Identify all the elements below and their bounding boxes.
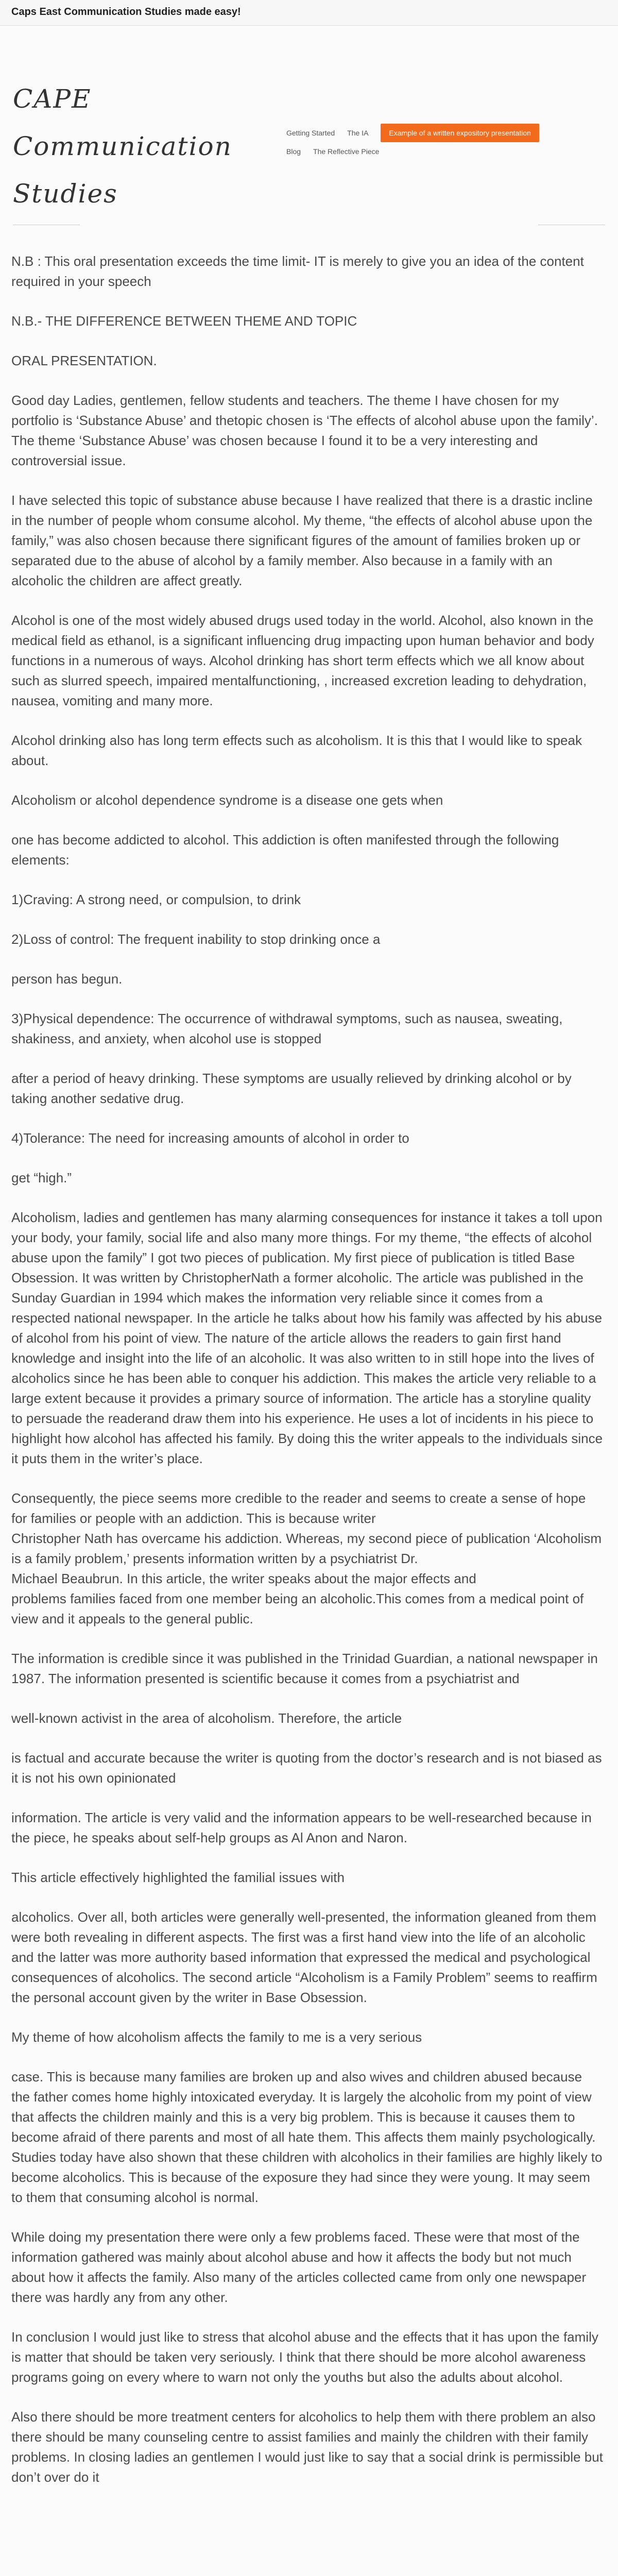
paragraph-6: Alcohol is one of the most widely abused drugs used today in the world. Alcohol, also known in the medical field as ethanol, is a significant influencing drug impacting upon human behavior and body functions in a numerous of ways. Alcohol drinking has short term effects which we all know about such as slurred speech, impaired mentalfunctioning, , increased excretion leading to dehydration, nausea, vomiting and many more.: [11, 613, 594, 708]
paragraph-2: N.B.- THE DIFFERENCE BETWEEN THEME AND TOPIC: [11, 313, 357, 329]
paragraph-25: My theme of how alcoholism affects the family to me is a very serious: [11, 2029, 422, 2045]
paragraph-8: Alcoholism or alcohol dependence syndrome is a disease one gets when: [11, 792, 443, 808]
paragraph-18: Consequently, the piece seems more credible to the reader and seems to create a sense of hope for families or people with an addiction. This is because writer Christopher Nath has overcame his addiction. Whereas, my second piece of publication ‘Alcoholism is a family problem,’ presents information written by a psychiatrist Dr. Michael Beaubrun. In this article, the writer speaks about the major effects and problems families faced from one member being an alcoholic.This comes from a medical point of view and it appeals to the general public.: [11, 1490, 602, 1626]
paragraph-26: case. This is because many families are broken up and also wives and children abused because the father comes home highly intoxicated everyday. It is largely the alcoholic from my point of view that affects the children mainly and this is a very big problem. This is because it causes them to become afraid of there parents and most of all hate them. This affects them mainly psychologically. Studies today have also shown that these children with alcoholics in their families are highly likely to become alcoholics. This is because of the exposure they had since they were young. It may seem to them that consuming alcohol is normal.: [11, 2069, 603, 2205]
paragraph-17: Alcoholism, ladies and gentlemen has many alarming consequences for instance it takes a toll upon your body, your family, social life and also many more things. For my theme, “the effects of alcohol abuse upon the family” I got two pieces of publication. My first piece of publication is titled Base Obsession. It was written by ChristopherNath a former alcoholic. The article was published in the Sunday Guardian in 1994 which makes the information very reliable since it comes from a respected national newspaper. In the article he talks about how his family was affected by his abuse of alcohol from his point of view. The nature of the article allows the readers to gain first hand knowledge and insight into the life of an alcoholic. It was also written to in still hope into the lives of alcoholics since he has been able to conquer his addiction. This makes the article very reliable to a large extent because it provides a primary source of information. The article has a storyline quality to persuade the readerand draw them into his experience. He uses a lot of incidents in his piece to highlight how alcohol has affected his family. By doing this the writer appeals to the individuals since it puts them in the writer’s place.: [11, 1210, 603, 1466]
site-title: Caps East Communication Studies made easy!: [11, 6, 241, 18]
paragraph-1: N.B : This oral presentation exceeds the time limit- IT is merely to give you an idea of the content required in your speech: [11, 253, 584, 289]
paragraph-16: get “high.”: [11, 1170, 72, 1185]
paragraph-4: Good day Ladies, gentlemen, fellow students and teachers. The theme I have chosen for my portfolio is ‘Substance Abuse’ and thetopic chosen is ‘The effects of alcohol abuse upon the family’. The theme ‘Substance Abuse’ was chosen because I found it to be a very interesting and controversial issue.: [11, 393, 598, 468]
nav-item-the-ia[interactable]: The IA: [347, 129, 369, 137]
paragraph-15: 4)Tolerance: The need for increasing amounts of alcohol in order to: [11, 1130, 409, 1146]
main-nav: [286, 124, 606, 161]
nav-item-reflective-piece[interactable]: The Reflective Piece: [313, 147, 380, 156]
paragraph-11: 2)Loss of control: The frequent inability to stop drinking once a: [11, 931, 381, 947]
site-header: [0, 26, 618, 232]
paragraph-3: ORAL PRESENTATION.: [11, 353, 157, 368]
nav-item-blog[interactable]: Blog: [286, 147, 301, 156]
paragraph-9: one has become addicted to alcohol. This addiction is often manifested through the following elements:: [11, 832, 559, 868]
logo-line-3: Studies: [13, 179, 118, 209]
paragraph-23: This article effectively highlighted the familial issues with: [11, 1870, 345, 1885]
main-content: [11, 251, 604, 2507]
paragraph-22: information. The article is very valid and the information appears to be well-researched because in the piece, he speaks about self-help groups as Al Anon and Naron.: [11, 1810, 592, 1845]
nav-row-2: [286, 147, 606, 156]
paragraph-10: 1)Craving: A strong need, or compulsion, to drink: [11, 892, 301, 907]
paragraph-19: The information is credible since it was published in the Trinidad Guardian, a national newspaper in 1987. The information presented is scientific because it comes from a psychiatrist and: [11, 1651, 598, 1686]
paragraph-12: person has begun.: [11, 971, 123, 987]
nav-item-example-presentation[interactable]: Example of a written expository presentation: [381, 124, 539, 142]
nav-item-getting-started[interactable]: Getting Started: [286, 129, 335, 137]
paragraph-28: In conclusion I would just like to stress that alcohol abuse and the effects that it has upon the family is matter that should be taken very seriously. I think that there should be more alcohol awareness programs going on every where to warn not only the youths but also the adults about alcohol.: [11, 2329, 598, 2385]
paragraph-14: after a period of heavy drinking. These symptoms are usually relieved by drinking alcohol or by taking another sedative drug.: [11, 1071, 572, 1106]
paragraph-29: Also there should be more treatment centers for alcoholics to help them with there problem an also there should be many counseling centre to assist families and mainly the children with their family problems. In closing ladies an gentlemen I would just like to say that a social drink is permissible but don’t over do it: [11, 2409, 603, 2485]
logo-line-2: Communication: [13, 131, 232, 161]
paragraph-20: well-known activist in the area of alcoholism. Therefore, the article: [11, 1710, 402, 1726]
site-logo[interactable]: [13, 75, 232, 217]
top-bar: [0, 0, 618, 26]
paragraph-5: I have selected this topic of substance abuse because I have realized that there is a drastic incline in the number of people whom consume alcohol. My theme, “the effects of alcohol abuse upon the family,” was also chosen because there significant figures of the amount of families broken up or separated due to the abuse of alcohol by a family member. Also because in a family with an alcoholic the children are affect greatly.: [11, 493, 593, 588]
paragraph-7: Alcohol drinking also has long term effects such as alcoholism. It is this that I would like to speak about.: [11, 733, 582, 768]
paragraph-21: is factual and accurate because the writer is quoting from the doctor’s research and is not biased as it is not his own opinionated: [11, 1750, 602, 1786]
paragraph-13: 3)Physical dependence: The occurrence of withdrawal symptoms, such as nausea, sweating, shakiness, and anxiety, when alcohol use is stopped: [11, 1011, 563, 1046]
paragraph-24: alcoholics. Over all, both articles were generally well-presented, the information gleaned from them were both revealing in different aspects. The first was a first hand view into the life of an alcoholic and the latter was more authority based information that expressed the medical and psychological consequences of alcoholics. The second article “Alcoholism is a Family Problem” seems to reaffirm the personal account given by the writer in Base Obsession.: [11, 1909, 597, 2005]
logo-line-1: CAPE: [13, 84, 92, 114]
nav-row-1: [286, 124, 606, 142]
paragraph-27: While doing my presentation there were only a few problems faced. These were that most of the information gathered was mainly about alcohol abuse and how it affects the body but not much about how it affects the family. Also many of the articles collected came from only one newspaper there was hardly any from any other.: [11, 2229, 587, 2305]
